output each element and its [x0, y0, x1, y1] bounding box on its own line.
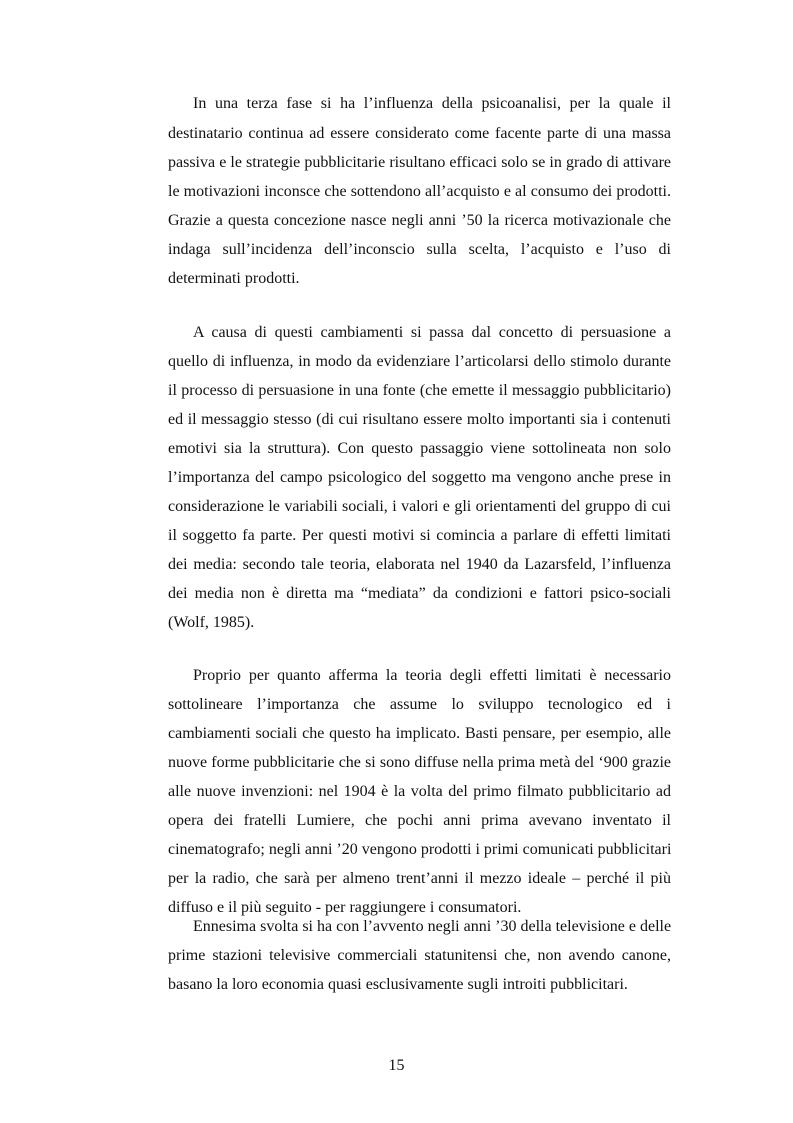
text-line: dei media: secondo tale teoria, elaborata nel 1940 da Lazarsfeld, l’influenza	[168, 556, 671, 573]
text-line: opera dei fratelli Lumiere, che pochi anni prima avevano inventato il	[168, 812, 671, 829]
text-line: sottolineare l’importanza che assume lo sviluppo tecnologico ed i	[168, 696, 671, 713]
text-line: Ennesima svolta si ha con l’avvento negli anni ’30 della televisione e delle	[193, 918, 671, 935]
text-line: determinati prodotti.	[168, 270, 300, 287]
text-line: A causa di questi cambiamenti si passa dal concetto di persuasione a	[193, 324, 671, 341]
text-line: ed il messaggio stesso (di cui risultano essere molto importanti sia i contenuti	[168, 411, 671, 428]
page-number: 15	[388, 1057, 405, 1074]
text-line: (Wolf, 1985).	[168, 614, 255, 631]
text-line: per la radio, che sarà per almeno trent’anni il mezzo ideale – perché il più	[168, 870, 671, 887]
text-line: dei media non è diretta ma “mediata” da condizioni e fattori psico-sociali	[168, 585, 671, 602]
text-line: basano la loro economia quasi esclusivamente sugli introiti pubblicitari.	[168, 976, 628, 993]
text-line: il processo di persuasione in una fonte (che emette il messaggio pubblicitario)	[168, 382, 671, 399]
text-line: prime stazioni televisive commerciali statunitensi che, non avendo canone,	[168, 947, 671, 964]
text-line: l’importanza del campo psicologico del soggetto ma vengono anche prese in	[168, 469, 671, 486]
text-line: nuove forme pubblicitarie che si sono diffuse nella prima metà del ‘900 grazie	[168, 754, 671, 771]
text-line: Grazie a questa concezione nasce negli anni ’50 la ricerca motivazionale che	[168, 212, 671, 229]
text-line: indaga sull’incidenza dell’inconscio sulla scelta, l’acquisto e l’uso di	[168, 241, 671, 258]
text-line: emotivi sia la struttura). Con questo passaggio viene sottolineata non solo	[168, 440, 671, 457]
text-line: alle nuove invenzioni: nel 1904 è la volta del primo filmato pubblicitario ad	[168, 783, 671, 800]
text-line: quello di influenza, in modo da evidenziare l’articolarsi dello stimolo durante	[168, 353, 671, 370]
text-line: il soggetto fa parte. Per questi motivi si comincia a parlare di effetti limitati	[168, 527, 671, 544]
text-line: cinematografo; negli anni ’20 vengono prodotti i primi comunicati pubblicitari	[168, 841, 671, 858]
text-line: le motivazioni inconsce che sottendono all’acquisto e al consumo dei prodotti.	[168, 183, 671, 200]
text-line: considerazione le variabili sociali, i valori e gli orientamenti del gruppo di cui	[168, 498, 671, 515]
text-line: cambiamenti sociali che questo ha implicato. Basti pensare, per esempio, alle	[168, 725, 671, 742]
text-line: passiva e le strategie pubblicitarie risultano efficaci solo se in grado di attivare	[168, 154, 671, 171]
text-line: In una terza fase si ha l’influenza della psicoanalisi, per la quale il	[193, 95, 671, 112]
text-line: diffuso e il più seguito - per raggiungere i consumatori.	[168, 899, 522, 916]
text-line: destinatario continua ad essere considerato come facente parte di una massa	[168, 125, 671, 142]
text-line: Proprio per quanto afferma la teoria degli effetti limitati è necessario	[193, 667, 671, 684]
